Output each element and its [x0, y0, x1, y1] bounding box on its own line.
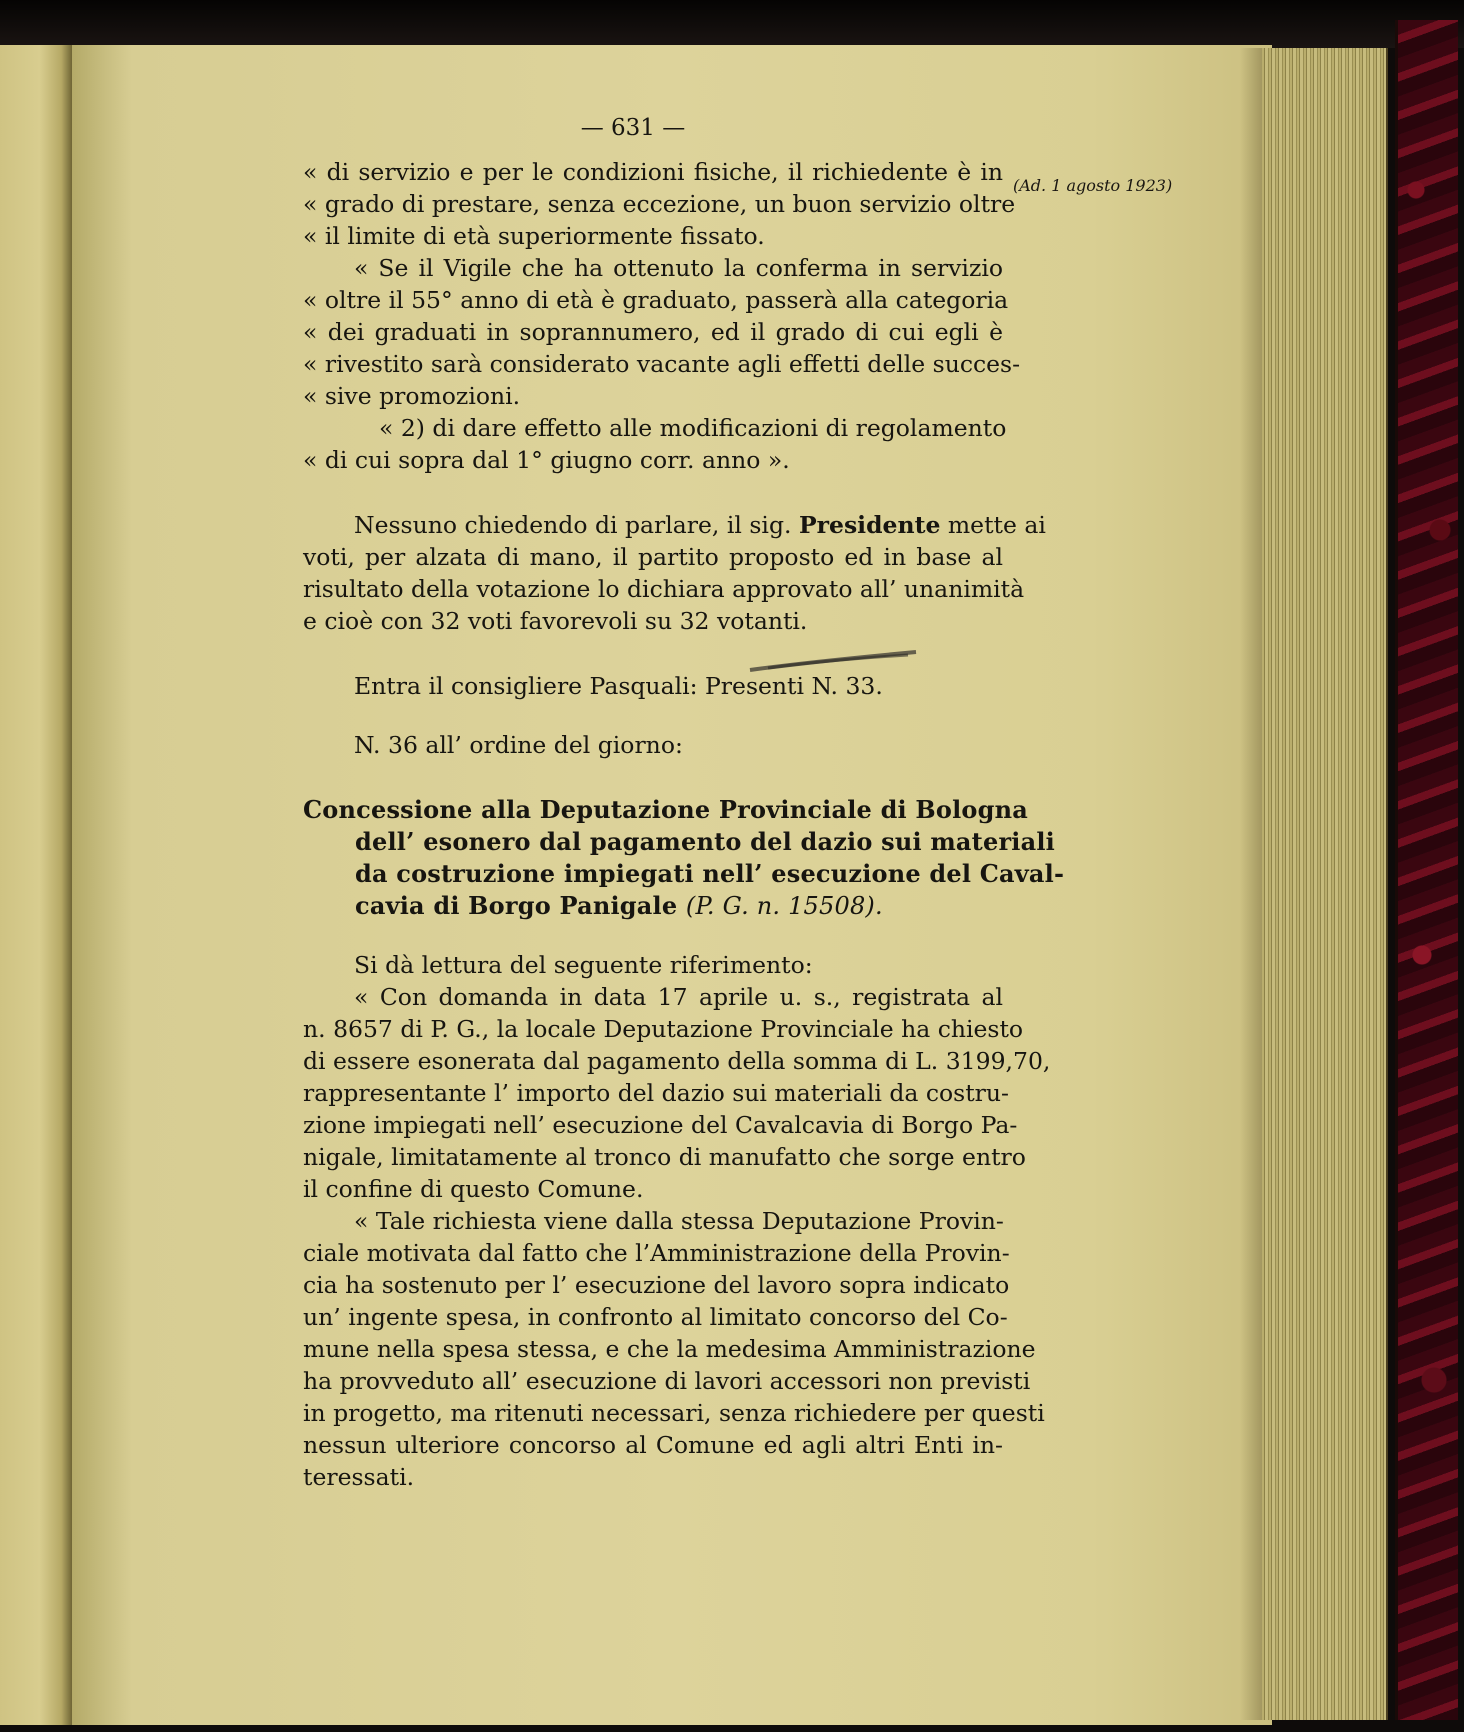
left-page-edge — [0, 45, 72, 1725]
body-line: mune nella spesa stessa, e che la medesima Amministrazione — [303, 1335, 1036, 1363]
book-cover-edge — [1395, 20, 1458, 1720]
body-line: n. 8657 di P. G., la locale Deputazione Provinciale ha chiesto — [303, 1015, 1024, 1043]
body-line: « Tale richiesta viene dalla stessa Deputazione Provin- — [354, 1207, 1004, 1235]
title-line: dell’ esonero dal pagamento del dazio sui materiali — [355, 827, 1055, 856]
title-line — [303, 890, 1003, 922]
vote-text: mette ai — [947, 511, 1046, 539]
quote-line: « di servizio e per le condizioni fisiche, il richiedente è in — [303, 158, 1003, 186]
body-line: ha provveduto all’ esecuzione di lavori accessori non previsti — [303, 1367, 1031, 1395]
page-text — [303, 112, 1065, 1493]
body-line: nigale, limitatamente al tronco di manufatto che sorge entro — [303, 1143, 1026, 1171]
page-number: — 631 — — [580, 115, 686, 141]
body-line: ciale motivata dal fatto che l’Amministrazione della Provin- — [303, 1239, 1010, 1267]
title-text: cavia di Borgo Panigale — [355, 891, 678, 920]
body-line: zione impiegati nell’ esecuzione del Cavalcavia di Borgo Pa- — [303, 1111, 1018, 1139]
quote-line: « oltre il 55° anno di età è graduato, passerà alla categoria — [303, 286, 1009, 314]
body-line: teressati. — [303, 1463, 415, 1491]
vote-paragraph-line — [303, 509, 1046, 541]
quote-line: « il limite di età superiormente fissato. — [303, 222, 765, 250]
quote-line: « Se il Vigile che ha ottenuto la conferma in servizio — [354, 254, 1003, 282]
vote-text: Nessuno chiedendo di parlare, il sig. — [354, 511, 792, 539]
reading-line: Si dà lettura del seguente riferimento: — [354, 951, 813, 979]
body-line: nessun ulteriore concorso al Comune ed agli altri Enti in- — [303, 1431, 1003, 1459]
margin-date-note: (Ad. 1 agosto 1923) — [1013, 176, 1173, 195]
body-line: « Con domanda in data 17 aprile u. s., registrata al — [354, 983, 1003, 1011]
body-line: il confine di questo Comune. — [303, 1175, 644, 1203]
quote-line: « dei graduati in soprannumero, ed il grado di cui egli è — [303, 318, 1003, 346]
body-line: cia ha sostenuto per l’ esecuzione del lavoro sopra indicato — [303, 1271, 1010, 1299]
title-line: da costruzione impiegati nell’ esecuzione del Caval- — [355, 859, 1065, 888]
body-line: in progetto, ma ritenuti necessari, senza richiedere per questi — [303, 1399, 1045, 1427]
president-label: Presidente — [798, 511, 941, 539]
top-dark-band — [0, 0, 1464, 48]
protocol-reference: (P. G. n. 15508). — [685, 892, 883, 920]
body-line: di essere esonerata dal pagamento della somma di L. 3199,70, — [303, 1047, 1051, 1075]
vote-paragraph-line: voti, per alzata di mano, il partito proposto ed in base al — [303, 543, 1003, 571]
page-stack-edges — [1262, 48, 1388, 1720]
quote-line: « sive promozioni. — [303, 382, 521, 410]
body-line: rappresentante l’ importo del dazio sui materiali da costru- — [303, 1079, 1009, 1107]
quote-line: « rivestito sarà considerato vacante agli effetti delle succes- — [303, 350, 1021, 378]
item-title — [303, 794, 1065, 922]
vote-paragraph-line: e cioè con 32 voti favorevoli su 32 votanti. — [303, 607, 808, 635]
quote-line: « grado di prestare, senza eccezione, un buon servizio oltre — [303, 190, 1016, 218]
body-line: un’ ingente spesa, in confronto al limitato concorso del Co- — [303, 1303, 1008, 1331]
quote-line: « di cui sopra dal 1° giugno corr. anno ». — [303, 446, 790, 474]
title-line: Concessione alla Deputazione Provinciale di Bologna — [303, 795, 1029, 824]
agenda-line: N. 36 all’ ordine del giorno: — [354, 731, 683, 759]
entry-line: Entra il consigliere Pasquali: Presenti N. 33. — [354, 672, 883, 700]
vote-paragraph-line: risultato della votazione lo dichiara approvato all’ unanimità — [303, 575, 1025, 603]
quote-line: « 2) di dare effetto alle modificazioni di regolamento — [379, 414, 1007, 442]
